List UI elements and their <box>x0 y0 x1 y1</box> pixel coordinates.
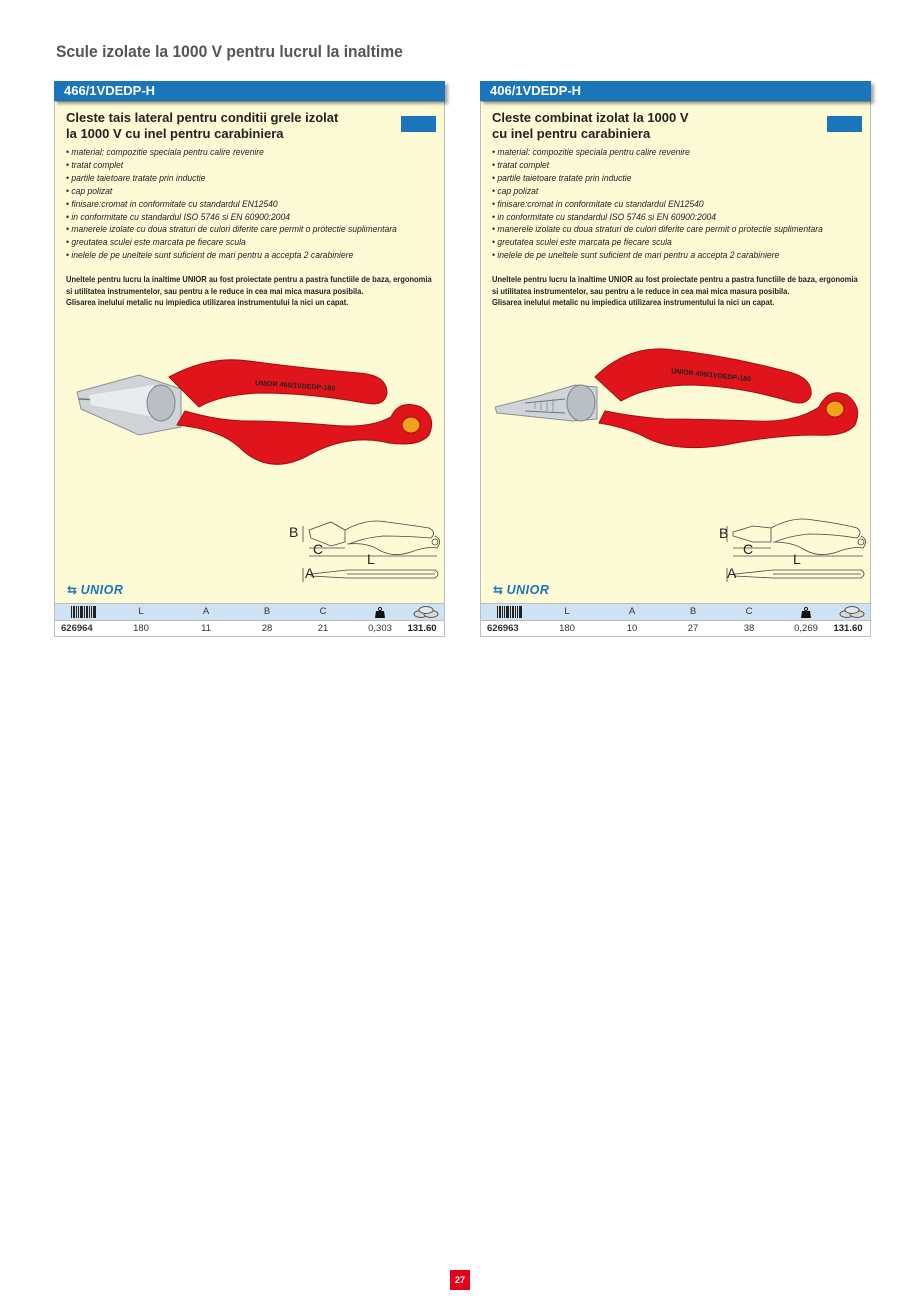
product-title-line-1: Cleste tais lateral pentru conditii grele izolat <box>66 110 339 125</box>
spec-header-b: B <box>689 606 697 617</box>
spec-value-price: 131.60 <box>407 623 437 634</box>
dimension-label-b: B <box>289 524 299 540</box>
article-number: 626964 <box>61 623 93 634</box>
unior-logo-text: UNIOR <box>80 583 124 597</box>
dimension-label-b: B <box>719 525 729 541</box>
feature-item: • material: compozitie speciala pentru calire revenire <box>66 147 264 158</box>
feature-item: • cap polizat <box>66 185 113 197</box>
spec-value-weight: 0,269 <box>794 623 818 634</box>
feature-item: • finisare:cromat in conformitate cu standardul EN12540 <box>492 198 704 210</box>
spec-header-a: A <box>202 606 210 617</box>
description-line: Glisarea inelului metalic nu impiedica utilizarea instrumentului la nici un capat. <box>66 297 349 307</box>
spec-table-row <box>54 621 445 637</box>
unior-mark-icon: ⇆ <box>67 583 78 597</box>
dimension-diagram <box>287 512 442 584</box>
feature-item: • finisare:cromat in conformitate cu standardul EN12540 <box>66 198 278 210</box>
feature-item: • partile taietoare tratate prin inductie <box>492 172 632 184</box>
feature-item: • inelele de pe uneltele sunt suficient de mari pentru a accepta 2 carabiniere <box>66 250 354 262</box>
feature-item: • in conformitate cu standardul ISO 5746 si EN 60900:2004 <box>492 211 717 223</box>
spec-table-header <box>54 604 445 621</box>
feature-item: • inelele de pe uneltele sunt suficient de mari pentru a accepta 2 carabiniere <box>492 250 780 262</box>
feature-item: • manerele izolate cu doua straturi de culori diferite care permit o protectie suplimentara <box>492 224 823 236</box>
product-description <box>492 274 861 309</box>
spec-value-b: 28 <box>261 623 273 634</box>
spec-header-b: B <box>263 606 271 617</box>
category-color-box <box>827 116 862 132</box>
unior-logo <box>493 583 549 597</box>
dimension-label-c: C <box>743 541 754 557</box>
spec-header-c: C <box>745 606 753 617</box>
price-coins-icon <box>413 606 439 618</box>
barcode-icon <box>71 606 97 618</box>
product-description <box>66 274 435 309</box>
feature-item: • in conformitate cu standardul ISO 5746 si EN 60900:2004 <box>66 211 291 223</box>
feature-item: • tratat complet <box>66 159 124 171</box>
product-code-header: 406/1VDEDP-H <box>480 81 871 101</box>
dimension-label-l: L <box>367 551 375 567</box>
combination-pliers-photo <box>495 337 865 487</box>
side-cutter-pliers-photo <box>69 337 439 487</box>
dimension-label-l: L <box>793 551 801 567</box>
spec-header-l: L <box>564 606 570 617</box>
spec-value-a: 11 <box>201 623 211 634</box>
product-title <box>492 110 812 142</box>
spec-value-c: 38 <box>743 623 755 634</box>
product-card-body <box>480 101 871 604</box>
handle-imprint: UNIOR 466/1VDEDP-180 <box>254 380 336 393</box>
spec-value-b: 27 <box>687 623 699 634</box>
description-line: Glisarea inelului metalic nu impiedica utilizarea instrumentului la nici un capat. <box>492 297 775 307</box>
barcode-icon <box>497 606 523 618</box>
unior-logo <box>67 583 123 597</box>
product-code-header: 466/1VDEDP-H <box>54 81 445 101</box>
page-number-badge: 27 <box>450 1270 470 1290</box>
page-title: Scule izolate la 1000 V pentru lucrul la inaltime <box>56 42 403 61</box>
description-line: si utilitatea instrumentelor, sau pentru a le reduce in cea mai mica masura posibila. <box>492 285 790 296</box>
spec-value-l: 180 <box>559 623 575 634</box>
feature-item: • greutatea sculei este marcata pe fiecare scula <box>66 237 246 249</box>
product-card-406 <box>480 81 871 637</box>
spec-header-c: C <box>319 606 327 617</box>
spec-value-a: 10 <box>626 623 638 634</box>
dimension-label-a: A <box>727 565 737 581</box>
spec-header-l: L <box>138 606 144 617</box>
spec-table-row <box>480 621 871 637</box>
spec-value-c: 21 <box>317 623 329 634</box>
feature-item: • manerele izolate cu doua straturi de culori diferite care permit o protectie suplimentara <box>66 224 397 236</box>
unior-mark-icon: ⇆ <box>493 583 504 597</box>
price-coins-icon <box>839 606 865 618</box>
product-card-body <box>54 101 445 604</box>
article-number: 626963 <box>487 623 519 634</box>
product-title-line-2: la 1000 V cu inel pentru carabiniera <box>66 126 284 141</box>
product-title-line-2: cu inel pentru carabiniera <box>492 126 651 141</box>
category-color-box <box>401 116 436 132</box>
feature-list <box>492 147 823 263</box>
spec-table-header <box>480 604 871 621</box>
feature-item: • greutatea sculei este marcata pe fiecare scula <box>492 237 672 249</box>
handle-imprint: UNIOR 406/1VDEDP-180 <box>670 368 752 384</box>
feature-item: • material: compozitie speciala pentru calire revenire <box>492 147 690 158</box>
unior-logo-text: UNIOR <box>506 583 550 597</box>
weight-icon <box>375 607 385 618</box>
dimension-diagram <box>713 512 868 584</box>
description-line: Uneltele pentru lucru la inaltime UNIOR au fost proiectate pentru a pastra functiile de baza, ergonomia <box>492 274 858 284</box>
dimension-label-c: C <box>313 541 324 557</box>
product-card-466 <box>54 81 445 637</box>
feature-item: • partile taietoare tratate prin inductie <box>66 172 206 184</box>
spec-value-price: 131.60 <box>833 623 863 634</box>
description-line: Uneltele pentru lucru la inaltime UNIOR au fost proiectate pentru a pastra functiile de baza, ergonomia <box>66 274 432 284</box>
dimension-label-a: A <box>305 565 315 581</box>
product-title <box>66 110 386 142</box>
feature-item: • cap polizat <box>492 185 539 197</box>
spec-value-weight: 0,303 <box>368 623 392 634</box>
feature-list <box>66 147 397 263</box>
product-title-line-1: Cleste combinat izolat la 1000 V <box>492 110 689 125</box>
spec-header-a: A <box>628 606 636 617</box>
description-line: si utilitatea instrumentelor, sau pentru a le reduce in cea mai mica masura posibila. <box>66 285 364 296</box>
weight-icon <box>801 607 811 618</box>
spec-value-l: 180 <box>133 623 149 634</box>
feature-item: • tratat complet <box>492 159 550 171</box>
